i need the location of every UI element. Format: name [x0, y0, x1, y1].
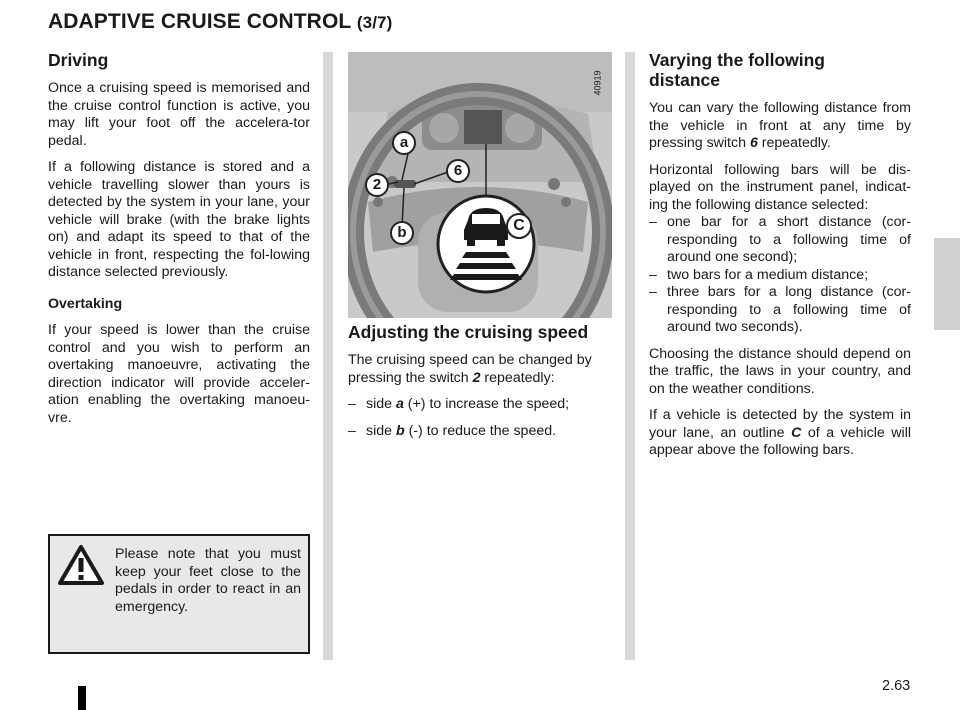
- page-number: 2.63: [882, 678, 911, 694]
- overtaking-heading: Overtaking: [48, 295, 123, 312]
- varying-paragraph-2: Horizontal following bars will be dis-played on the instrument panel, indicat-ing the following distance selected:: [649, 161, 911, 213]
- driving-heading: Driving: [48, 50, 109, 70]
- title-main: ADAPTIVE CRUISE CONTROL: [48, 10, 351, 33]
- varying-heading: Varying the following distance: [649, 50, 825, 90]
- driving-paragraph-1: Once a cruising speed is memorised and the cruise control function is active, you may lift your foot off the accelera-tor pedal.: [48, 80, 310, 149]
- distance-list: [649, 214, 911, 337]
- overtaking-paragraph: If your speed is lower than the cruise control and you wish to perform an overtaking manoeuvre, activating the direction indicator will provide acceler-ation enabling the overtaking manoeu-vre.: [48, 322, 310, 426]
- right-column: [649, 50, 911, 469]
- adjusting-heading: Adjusting the cruising speed: [348, 322, 589, 342]
- middle-column: [348, 322, 612, 440]
- column-separator-left: [323, 52, 333, 660]
- varying-paragraph-1: You can vary the following distance from the vehicle in front at any time by pressing switch 6 repeatedly.: [649, 100, 911, 151]
- warning-triangle-icon: [58, 544, 104, 586]
- left-column: [48, 50, 310, 436]
- varying-paragraph-3: Choosing the distance should depend on the traffic, the laws in your country, and on the weather conditions.: [649, 345, 911, 397]
- title-suffix: (3/7): [356, 13, 393, 32]
- list-item: – two bars for a medium distance;: [649, 266, 869, 283]
- list-item: – three bars for a long distance (cor-responding to a following time of around two seconds).: [649, 284, 911, 335]
- figure-label-b: b: [390, 221, 414, 245]
- varying-paragraph-4: If a vehicle is detected by the system in your lane, an outline C of a vehicle will appear above the following bars.: [649, 407, 911, 458]
- column-separator-right: [625, 52, 635, 660]
- adjusting-intro: The cruising speed can be changed by pressing the switch 2 repeatedly:: [348, 352, 592, 386]
- figure-code: 40919: [592, 70, 603, 96]
- list-item: – one bar for a short distance (cor-responding to a following time of around one second);: [649, 214, 911, 265]
- figure-label-2: 2: [365, 173, 389, 197]
- figure-code-wrap: [592, 68, 607, 98]
- section-tab: [934, 238, 960, 330]
- list-item-increase: – side a (+) to increase the speed;: [348, 396, 570, 412]
- figure-label-a: a: [392, 131, 416, 155]
- list-item-reduce: – side b (-) to reduce the speed.: [348, 422, 557, 439]
- warning-text: Please note that you must keep your feet close to the pedals in order to react in an emergency.: [115, 546, 301, 615]
- figure-label-6: 6: [446, 159, 470, 183]
- driving-paragraph-2: If a following distance is stored and a vehicle travelling slower than yours is detected by the system in your lane, your vehicle will brake (with the brake lights on) and adapt its speed to that of the vehicle in front, respecting the fol-lowing distance selected previously.: [48, 159, 310, 280]
- figure-label-c: C: [506, 213, 532, 239]
- corner-mark: [78, 686, 86, 710]
- page-title: [48, 10, 392, 34]
